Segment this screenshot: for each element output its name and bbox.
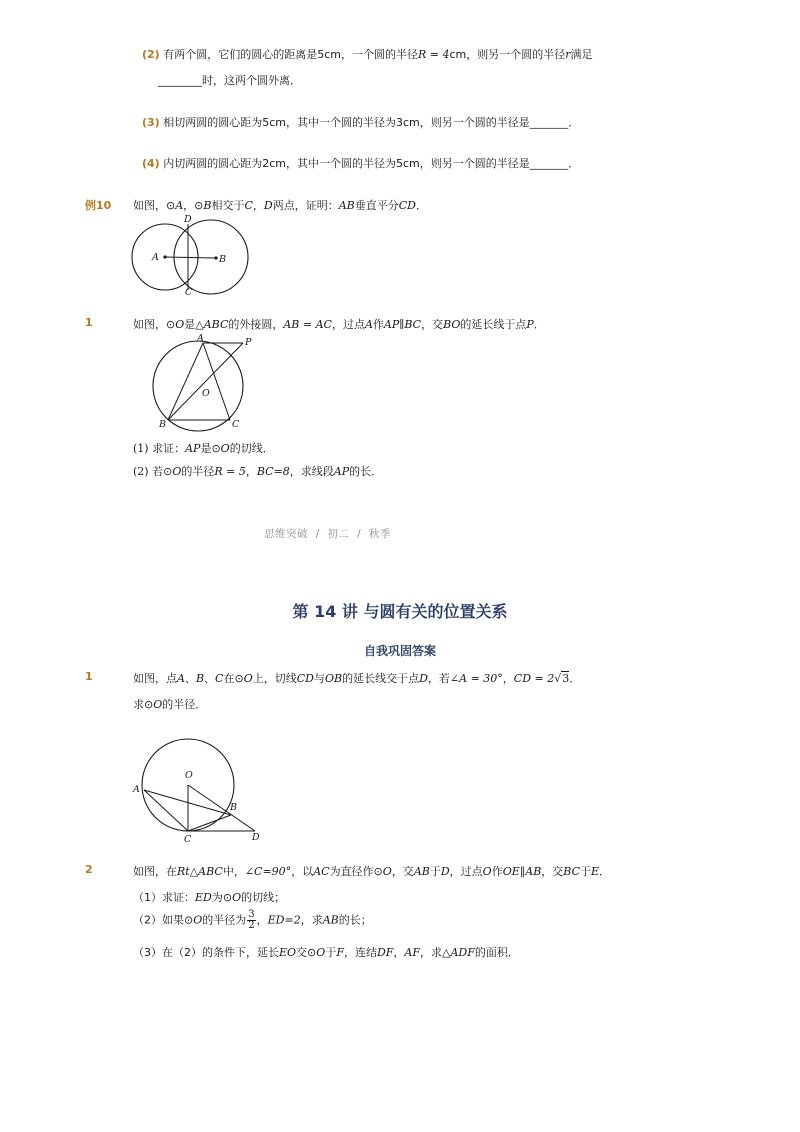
problem-2-line1: (2) 有两个圆，它们的圆心的距离是5cm，一个圆的半径R = 4cm，则另一个圆的半径r满足	[142, 48, 593, 61]
segment-cb	[188, 815, 231, 831]
label-d: D	[252, 832, 260, 843]
label-p: P	[245, 337, 252, 348]
segment-ob	[188, 785, 255, 831]
page-title: 第 14 讲 与圆有关的位置关系	[292, 602, 508, 621]
label-c: C	[185, 287, 193, 298]
label-a: A	[133, 784, 140, 795]
point-a	[163, 255, 166, 258]
label-o: O	[202, 388, 210, 399]
answer-2-q3: （3）在（2）的条件下，延长EO交⊙O于F，连结DF，AF，求△ADF的面积．	[133, 946, 519, 959]
answer-1-line2: 求⊙O的半径．	[133, 698, 207, 711]
label-c: C	[232, 419, 240, 430]
tangent-figure	[130, 738, 270, 846]
problem-number: (3)	[142, 116, 160, 129]
fraction: $\frac{3}{2}$	[248, 909, 255, 931]
label-a: A	[152, 252, 159, 263]
problem-number: 2	[85, 863, 93, 876]
problem-3: (3) 相切两圆的圆心距为5cm，其中一个圆的半径为3cm，则另一个圆的半径是_______．	[142, 116, 580, 129]
label-b: B	[219, 254, 226, 265]
answer-2-text: 如图，在Rt△ABC中，∠C=90°，以AC为直径作⊙O，交AB于D，过点O作OE∥AB，交BC于E．	[133, 865, 611, 878]
problem-1-q1: (1) 求证：AP是⊙O的切线．	[133, 442, 274, 455]
answer-2-q1: （1）求证：ED为⊙O的切线；	[133, 891, 286, 904]
problem-2-line2: ________时，这两个圆外离．	[158, 74, 301, 87]
problem-number: 1	[85, 670, 93, 683]
segment-bp	[168, 343, 243, 420]
label-b: B	[159, 419, 166, 430]
segment-ab	[165, 257, 216, 258]
example-label: 例10	[85, 199, 112, 212]
problem-number: (2)	[142, 48, 160, 61]
answer-2-q2: （2）如果⊙O的半径为 $\frac{3}{2}$ ，ED=2，求AB的长；	[133, 909, 372, 931]
segment-ac	[203, 343, 230, 420]
segment-ab	[168, 343, 203, 420]
problem-number: 1	[85, 316, 93, 329]
label-o: O	[185, 770, 193, 781]
problem-4: (4) 内切两圆的圆心距为2cm，其中一个圆的半径为5cm，则另一个圆的半径是_______．	[142, 157, 580, 170]
circumcircle-figure	[148, 333, 258, 433]
label-d: D	[184, 214, 192, 225]
example-10-text: 如图，⊙A，⊙B相交于C，D两点，证明：AB垂直平分CD．	[133, 199, 428, 212]
label-a: A	[197, 333, 204, 344]
problem-1-text: 如图，⊙O是△ABC的外接圆，AB = AC，过点A作AP∥BC，交BO的延长线于点P．	[133, 318, 545, 331]
two-circles-figure	[128, 212, 258, 297]
answer-1-text: 如图，点A、B、C在⊙O上，切线CD与OB的延长线交于点D，若∠A = 30°，CD = 2√3．	[133, 672, 581, 685]
label-b: B	[230, 802, 237, 813]
section-subtitle: 自我巩固答案	[363, 644, 436, 658]
problem-number: (4)	[142, 157, 160, 170]
page-footer: 思维突破 / 初二 / 秋季	[264, 528, 391, 540]
label-c: C	[184, 834, 192, 845]
problem-1-q2: (2) 若⊙O的半径R = 5，BC=8，求线段AP的长．	[133, 465, 383, 478]
point-b	[214, 256, 217, 259]
